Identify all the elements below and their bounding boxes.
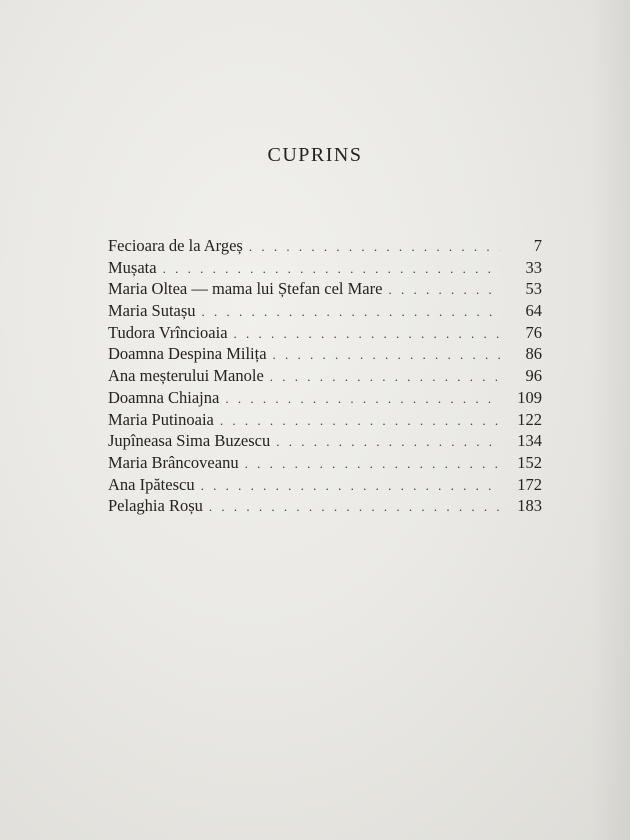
toc-entry-page: 53 [525, 279, 542, 299]
toc-entry-title: Fecioara de la Argeș [108, 236, 243, 255]
toc-entry [108, 453, 542, 475]
toc-entry-page: 183 [517, 496, 542, 516]
dot-leader [270, 369, 500, 385]
toc-entry-page: 109 [517, 387, 542, 407]
toc-entry-title: Tudora Vrîncioaia [108, 322, 228, 342]
toc-entry [108, 301, 542, 323]
toc-entry-title: Maria Oltea — mama lui Ștefan cel Mare [108, 279, 383, 299]
toc-entry [108, 475, 542, 497]
toc-entry-page: 76 [525, 322, 542, 342]
page-title: CUPRINS [267, 144, 363, 166]
toc-entry [108, 410, 542, 432]
dot-leader [234, 326, 500, 342]
dot-leader [245, 456, 500, 472]
toc-entry-page: 7 [533, 236, 542, 255]
toc-entry [108, 496, 542, 518]
toc-entry-page: 152 [517, 452, 542, 472]
toc-entry-page: 122 [517, 409, 542, 429]
toc-entry-page: 134 [517, 431, 542, 451]
dot-leader [225, 391, 500, 407]
dot-leader [273, 347, 500, 363]
toc-entry [108, 366, 542, 388]
dot-leader [276, 434, 500, 450]
toc-entry-page: 86 [525, 344, 542, 364]
toc-entry-title: Maria Putinoaia [108, 409, 214, 429]
toc-entry-title: Jupîneasa Sima Buzescu [108, 431, 271, 451]
toc-entry-title: Doamna Despina Milița [108, 344, 267, 364]
toc-entry-title: Mușata [108, 257, 157, 277]
dot-leader [249, 239, 500, 255]
toc-entry-page: 33 [525, 257, 542, 277]
table-of-contents [108, 236, 542, 518]
dot-leader [163, 261, 500, 277]
page-shadow [590, 0, 630, 840]
toc-entry-title: Ana Ipătescu [108, 474, 195, 494]
toc-entry-title: Doamna Chiajna [108, 387, 220, 407]
dot-leader [220, 413, 500, 429]
toc-entry-title: Maria Brâncoveanu [108, 452, 239, 472]
toc-entry [108, 323, 542, 345]
toc-entry [108, 279, 542, 301]
toc-entry [108, 344, 542, 366]
dot-leader [201, 478, 500, 494]
dot-leader [388, 282, 500, 298]
dot-leader [202, 304, 500, 320]
toc-entry [108, 388, 542, 410]
toc-entry [108, 431, 542, 453]
toc-entry-page: 172 [517, 474, 542, 494]
toc-entry-page: 96 [525, 366, 542, 386]
toc-entry-title: Maria Sutașu [108, 301, 196, 321]
toc-entry-title: Ana meșterului Manole [108, 366, 264, 386]
dot-leader [209, 499, 500, 515]
toc-entry-page: 64 [525, 301, 542, 321]
toc-entry [108, 258, 542, 280]
toc-entry [108, 236, 542, 258]
toc-entry-title: Pelaghia Roșu [108, 496, 203, 516]
